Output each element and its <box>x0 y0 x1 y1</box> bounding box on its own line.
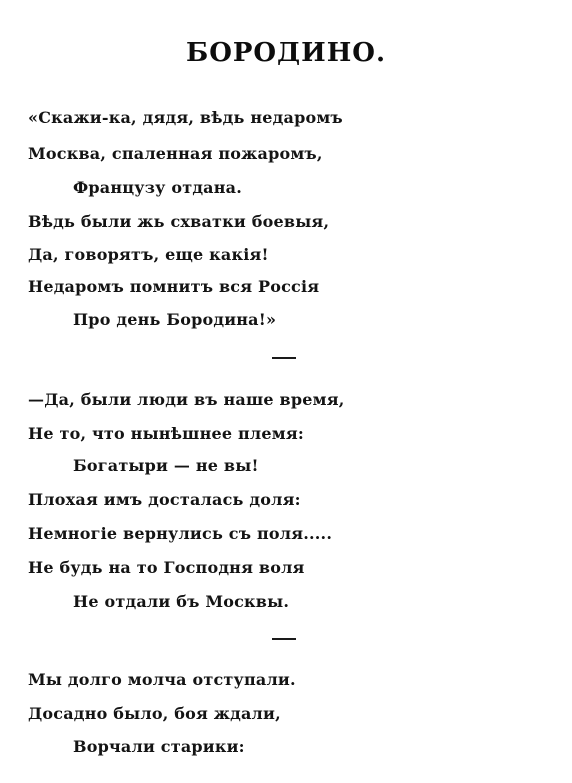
poem-line: Немногіе вернулись съ поля..... <box>28 524 333 543</box>
poem-line: Недаромъ помнитъ вся Россія <box>28 277 320 296</box>
poem-line: Не то, что нынѣшнее племя: <box>28 424 305 443</box>
poem-line: Мы долго молча отступали. <box>28 670 296 689</box>
poem-line: Не отдали бъ Москвы. <box>73 592 290 611</box>
poem-line: Досадно было, боя ждали, <box>28 704 281 723</box>
poem-line: Французу отдана. <box>73 178 242 197</box>
poem-line: —Да, были люди въ наше время, <box>28 390 345 409</box>
poem-line: Москва, спаленная пожаромъ, <box>28 144 323 163</box>
stanza-separator <box>272 357 296 359</box>
poem-line: Про день Бородина!» <box>73 310 277 329</box>
poem-title: БОРОДИНО. <box>185 38 386 68</box>
poem-line: Богатыри — не вы! <box>73 456 259 475</box>
stanza-separator <box>272 638 296 640</box>
poem-line: Вѣдь были жь схватки боевыя, <box>28 212 330 231</box>
poem-line: Да, говорятъ, еще какія! <box>28 245 269 264</box>
poem-line: Не будь на то Господня воля <box>28 558 305 577</box>
poem-line: «Скажи-ка, дядя, вѣдь недаромъ <box>28 108 343 127</box>
poem-line: Плохая имъ досталась доля: <box>28 490 301 509</box>
poem-line: Ворчали старики: <box>73 737 245 756</box>
